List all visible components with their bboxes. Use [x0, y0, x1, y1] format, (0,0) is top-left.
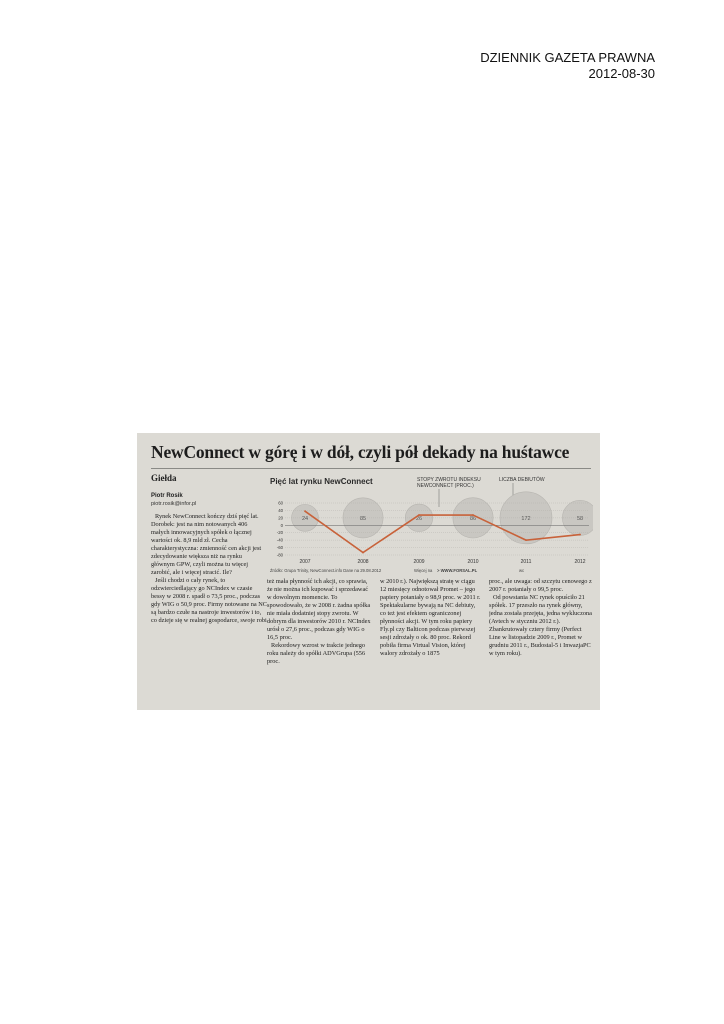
article-headline: NewConnect w górę i w dół, czyli pół dekady na huśtawce: [151, 442, 570, 462]
author-email: piotr.rosik@infor.pl: [151, 501, 197, 507]
y-tick-label: 40: [278, 507, 283, 513]
debut-count-label: 24: [301, 515, 309, 522]
newconnect-chart: [267, 475, 593, 575]
article-column-1: [151, 513, 267, 705]
paragraph: Rynek NewConnect kończy dziś pięć lat. Dorobek: jest na nim notowanych 406 małych innowacyjnych spółek o łącznej wartości ok. 8,9 mld zł. Cecha charakterystyczna: zmienność cen akcji jest zdecydowanie większa niż na rynku głównym GPW, czyli można tu więcej zarobić, ale i więcej stracić. Ile?: [151, 513, 262, 576]
returns-point: [304, 510, 306, 512]
newspaper-clipping: [137, 433, 600, 710]
legend-label-debuts: LICZBA DEBIUTÓW: [499, 477, 545, 483]
paragraph: też mała płynność ich akcji, co sprawia, że nie można ich kupować i sprzedawać w dowolnym momencie. To spowodowało, że w 2008 r. żadna spółka nie miała dodatniej stopy zwrotu. W dobrym dla inwestorów 2010 r. NCIndex urósł o 27,6 proc., podczas gdy WIG o 16,5 proc.: [267, 578, 371, 641]
y-tick-label: -40: [276, 537, 283, 543]
y-tick-label: -60: [276, 545, 283, 551]
x-tick-label: 2007: [299, 559, 311, 565]
x-tick-label: 2012: [574, 559, 586, 565]
returns-point: [525, 539, 527, 541]
debut-count-label: 26: [415, 515, 423, 522]
article-column-2: [267, 578, 373, 705]
debut-count-label: 86: [469, 515, 477, 522]
section-label: Giełda: [151, 473, 177, 483]
publication-date: 2012-08-30: [588, 66, 655, 81]
x-tick-label: 2009: [413, 559, 425, 565]
returns-point: [362, 552, 364, 554]
chart-more-label: Więcej na: [414, 568, 433, 573]
y-tick-label: -20: [276, 530, 283, 536]
paragraph: Jeśli chodzi o cały rynek, to odzwierciedlający go NCIndex w czasie bessy w 2008 r. spadł o 73,5 proc., podczas gdy WIG o 50,9 proc. Firmy notowane na NC są bardzo czułe na nastroje inwestorów i to, co dzieje się w realnej gospodarce, swoje robi: [151, 577, 267, 624]
author-name: Piotr Rosik: [151, 493, 183, 499]
paragraph: Rekordowy wzrost w trakcie jednego roku należy do spółki ADVGrupa (556 proc.: [267, 642, 366, 665]
document-header: [480, 50, 655, 82]
y-tick-label: -80: [276, 552, 283, 558]
legend-label-returns: STOPY ZWROTU INDEKSU: [417, 477, 481, 483]
debut-count-label: 58: [576, 515, 584, 522]
headline-divider: [151, 468, 591, 469]
returns-point: [579, 534, 581, 536]
paragraph: w 2010 r.). Największą stratę w ciągu 12 miesięcy odnotował Promet – jego papiery potaniały o 98,9 proc. w 2011 r. Spektakularne bywają na NC debiuty, co też jest efektem ograniczonej płynności akcji. W tym roku papiery Fly.pl czy Balticon podczas pierwszej sesji zdrożały o ok. 80 proc. Rekord pobiła firma Virtual Vision, której walory zdrożały o 1875: [380, 578, 481, 657]
chart-website: > WWW.FORSAL.PL: [437, 568, 478, 573]
x-tick-label: 2011: [520, 559, 532, 565]
returns-point: [418, 514, 420, 516]
paragraph: proc., ale uwaga: od szczytu cenowego z 2007 r. potaniały o 99,5 proc.: [489, 578, 592, 593]
debut-count-label: 172: [521, 515, 531, 522]
chart-title: Pięć lat rynku NewConnect: [270, 477, 373, 486]
y-tick-label: 0: [280, 522, 283, 528]
chart-source: Źródło: Grupa Trinity, NewConnect.info Dane na 29.08.2012: [270, 568, 382, 573]
returns-point: [472, 514, 474, 516]
paragraph: Od powstania NC rynek opuściło 21 spółek. 17 przeszło na rynek główny, jedna została przejęta, jedna wykluczona (Avtech w styczniu 2012 r.). Zbankrutowały cztery firmy (Perfect Line w listopadzie 2009 r., Promet w grudniu 2011 r., Budostal-5 i InwazjaPC w tym roku).: [489, 594, 592, 657]
y-tick-label: 20: [278, 515, 283, 521]
article-column-4: [489, 578, 593, 705]
chart-credit: wc: [519, 568, 525, 573]
publication-name: DZIENNIK GAZETA PRAWNA: [480, 50, 655, 65]
x-tick-label: 2008: [357, 559, 369, 565]
y-tick-label: 60: [278, 500, 283, 506]
legend-label-returns-line2: NEWCONNECT (PROC.): [417, 483, 474, 489]
article-column-3: [380, 578, 482, 705]
debut-count-label: 85: [359, 515, 367, 522]
x-tick-label: 2010: [467, 559, 479, 565]
